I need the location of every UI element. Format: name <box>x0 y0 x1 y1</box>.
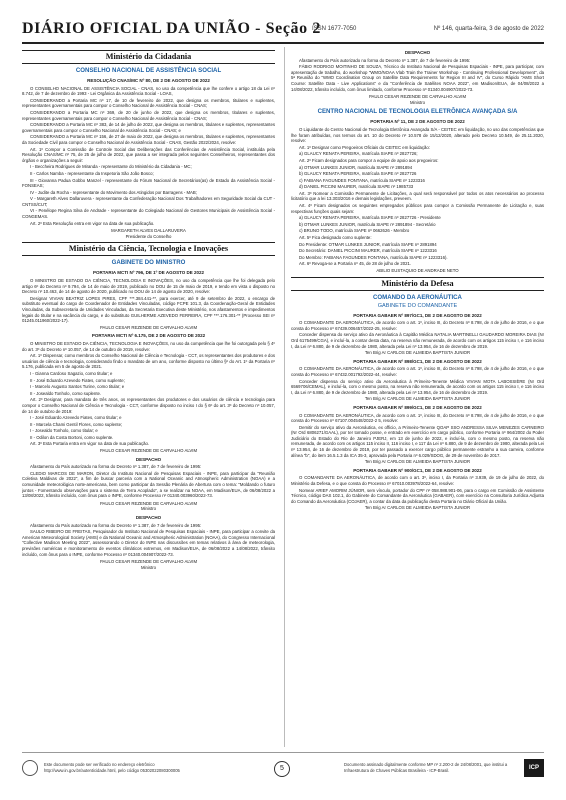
act-title: DESPACHO <box>135 515 162 520</box>
section-text: - Seção 2 <box>250 20 321 37</box>
signature-note: Documento assinado digitalmente conforme MP nº 2.200-2 de 24/08/2001, que institui a Infraestrutura de Chaves Públicas Brasileira - ICP-Brasil. <box>344 762 508 773</box>
paragraph: Art. 2º Ficam designados para compor a equipe de apoio aos pregoeiros: <box>299 157 439 163</box>
right-column <box>291 47 544 747</box>
paragraph: Afastamento do País autorizado na forma do Decreto nº 1.387, de 7 de fevereiro de 1995: <box>30 464 202 470</box>
signature-name: MARGARETH ALVES DALLARUVERA <box>111 228 186 234</box>
signature-name: Ten Brig Ar CARLOS DE ALMEIDA BAPTISTA JUNIOR <box>364 396 471 402</box>
paragraph: Conceder dispensa do serviço ativo da Aeronáutica à Capitão Médica NATALIA MARTINELLI GAUDARDO MOREIRA DIAS (Nr Ord 6175499/CGA), e incluí-la, a contar desta data, na reserva não remunerada, de acordo com os artigos 115 inciso I, e 116 inciso I, da Lei nº 6.880, de 9 de dezembro de 1980, alterada pela Lei nº 13.954, de 16 de dezembro de 2019. <box>291 332 544 349</box>
issn: ISSN 1677-7050 <box>312 26 357 32</box>
paragraph: a) GLAUCY RENATA PEREIRA, matrícula SIAPE nº 2827726 - Presidente <box>299 215 441 221</box>
ministry-heading: Ministério da Cidadania <box>22 50 275 64</box>
paragraph: Conceder dispensa do serviço ativo da Aeronáutica à Primeiro-Tenente Médica VIVIAN MOTA LABOSSIÈRE (Nr Ord 6569706/CEMAL), e incluí-la, com o mesmo posto, na reserva não remunerada, de acordo com os artigos 115 inciso I, e 116 inciso I, da Lei nº 6.880, de 9 de dezembro de 1980, alterada pela Lei nº 13.954, de 16 de dezembro de 2019. <box>291 378 544 395</box>
paragraph: Afastamento do País autorizado na forma do Decreto nº 1.387, de 7 de fevereiro de 1995: <box>299 57 471 63</box>
paragraph: Art. 3º Nomear a Comissão Permanente de Licitações, a qual será responsável por todos os atos necessários ao processo licitatório que a lei 13.303/2016 e demais legislações, preveem. <box>291 190 544 202</box>
paragraph: Afastamento do País autorizado na forma do Decreto nº 1.387, de 7 de fevereiro de 1995: <box>30 522 202 528</box>
column-divider <box>284 47 285 747</box>
organ-heading: CONSELHO NACIONAL DE ASSISTÊNCIA SOCIAL <box>75 67 222 74</box>
signature-name: Ten Brig Ar CARLOS DE ALMEIDA BAPTISTA JUNIOR <box>364 505 471 511</box>
paragraph: a) GLAUCY RENATA PEREIRA, matrícula SIAPE nº 2827726; <box>299 151 418 157</box>
paragraph: II - Odilon da Costa Bortoni, como suplente. <box>30 434 114 440</box>
paragraph: I - Marcelo Augusto Santos Turine, como titular; e <box>30 384 125 390</box>
icp-brasil-logo: ICP <box>524 759 544 777</box>
organ-heading: CENTRO NACIONAL DE TECNOLOGIA ELETRÔNICA AVANÇADA S/A <box>317 108 518 116</box>
paragraph: Art. 4º Ficam designados os seguintes empregados públicos para compor a Comissão Permanente de Licitação e, suas respectivas funções quais sejam: <box>291 203 544 214</box>
paragraph: CONSIDERANDO a Portaria MC nº 383, de 14 de julho de 2022, que designa os membros, titulares e suplentes, representantes governamentais para compor o Conselho Nacional de Assistência Social - CNAS; e <box>22 122 275 133</box>
signature-name: PAULO CESAR REZENDE DE CARVALHO ALVIM <box>99 500 198 506</box>
paragraph: Art. 3º Esta Portaria entra em vigor na data de sua publicação. <box>30 441 150 447</box>
paragraph: Demitir do serviço ativo da Aeronáutica, ex officio, a Primeiro-Tenente QOAP SSO ANDRESSA SILVA MENEZES CARNEIRO (Nr Ord 6806271/GAAL), por ter tomado posse, e entrado em exercício em cargo público, conforme Portaria nº 964/2002 do Poder Judiciário do Estado do Rio de Janeiro PJERJ, em 13 de junho de 2022, e incluí-la, com o mesmo posto, na reserva não remunerada, de acordo com os artigos 115 inciso II, 116 inciso I, e 117 da Lei nº 6.880, de 9 de dezembro de 1980, alterada pela Lei nº 13.954, de 16 de dezembro de 2019, por ter passado a exercer cargo público permanente estranho a sua carreira, conforme alínea "b", do item 16.5.1.3 da ICA 35-3, aprovada pela Portaria nº 6.029/SDOG, de 29 de novembro de 2017. <box>291 424 544 458</box>
footer-rule <box>22 752 544 753</box>
paragraph: III - Giovanna Padua Gobbo Manzel - representante do Fórum Nacional de Secretários(as) de Estado da Assistência Social - FONSEAS; <box>22 177 275 189</box>
paragraph: c) FABIANA FAGUNDES FONTANA, matrícula SIAPE nº 1223316 <box>299 177 425 183</box>
paragraph: V - Margareth Alves Dallaruvera - representante da Confederação Nacional Dos Trabalhadores em Seguridade Social da CUT - CNTSS/CUT; <box>22 196 275 207</box>
paragraph: II - Marcela Chami Gentil Flores, como suplente; <box>30 421 123 427</box>
ministry-heading: Ministério da Defesa <box>291 277 544 291</box>
signature-name: PAULO CESAR REZENDE DE CARVALHO ALVIM <box>99 448 198 454</box>
paragraph: Art. 6º Revoga-se a Portaria nº 45, de 28 de julho de 2021. <box>299 261 412 267</box>
paragraph: II - José Eduardo Azevedo Fiates, como suplente; <box>30 377 125 383</box>
paragraph: O MINISTRO DE ESTADO DA CIÊNCIA, TECNOLOGIA E INOVAÇÕES, no uso da competência que lhe foi outorgada pelo § 4º do art. 3º do Decreto nº 10.057, de 14 de outubro de 2019, resolve: <box>22 340 275 352</box>
organ-heading: GABINETE DO MINISTRO <box>111 259 186 267</box>
paragraph: SAULO RIBEIRO DE FREITAS, Pesquisador do Instituto Nacional de Pesquisas Espaciais - INPE, para participar a convite da American Meteorological Society (AMS) e da National Oceanic and Atmospheric Administration (NOAA), do Congresso Internacional "Collective Madison Meeting 2022", assessorando o Diretor do INPE nas discussões em temas relativos à área de meteorologia, previsões numéricas e monitoramento de eventos climáticos extremos, em Madison/EUA, de 06/08/2022 a 14/08/2022, trânsito incluído, com ônus para o INPE, conforme Processo nº 01340.004907/2022-73. <box>22 529 275 557</box>
ministry-heading: Ministério da Ciência, Tecnologia e Inovações <box>22 242 275 256</box>
signature-role: Ministro <box>409 99 426 105</box>
paragraph: Art. 2º Designar, para mandato de três anos, os representantes dos produtores e dos usuários de ciência e tecnologia para compor o Conselho Nacional de Ciência e Tecnologia - CCT, conforme disposto no inciso I do § 6º do art. 3º do Decreto nº 10.057, de 14 de outubro de 2019: <box>22 397 275 414</box>
masthead-rule <box>22 42 544 44</box>
title-text: DIÁRIO OFICIAL DA UNIÃO <box>22 20 251 37</box>
paragraph: Art. 2º Esta Resolução entra em vigor na data de sua publicação. <box>30 220 155 226</box>
paragraph: Art. 1º Compor a Comissão de Controle Social das Deliberações das Conferências de Assistência Social, instituída pela Resolução CNAS/MC nº 75, de 25 de julho de 2022, que passa a ser integrada pelos seguintes Conselheiros, representantes dos órgãos e organizações a seguir: <box>22 146 275 163</box>
paragraph: II - Carlos Namba - representante da Inspetoria São João Bosco; <box>30 170 154 176</box>
signature-role: Ministro <box>140 564 157 570</box>
paragraph: I - Josealdo Tonholo, como titular; e <box>30 428 98 434</box>
page-footer <box>22 752 544 788</box>
act-title: RESOLUÇÃO CNAS/MC Nº 80, DE 2 DE AGOSTO DE 2022 <box>87 78 210 83</box>
act-title: PORTARIA MCTI Nº 6.175, DE 2 DE AGOSTO DE 2022 <box>91 333 206 339</box>
organ-heading: COMANDO DA AERONÁUTICA <box>373 293 462 301</box>
paragraph: O MINISTRO DE ESTADO DA CIÊNCIA, TECNOLOGIA E INOVAÇÕES, no uso da competência que lhe foi delegada pelo artigo 6º do Decreto nº 9.794, de 14 de maio de 2019, publicado no DOU de 15 de maio de 2019, e tendo em vista o disposto no Decreto nº 10.463, de 14 de agosto de 2020, publicado no DOU de 14 de agosto de 2020, resolve: <box>22 278 275 295</box>
act-title: PORTARIA GABAER Nº 900/GC1, DE 2 DE AGOSTO DE 2022 <box>353 467 482 473</box>
paragraph: Art. 1º Designar como Pregoeiros Oficiais do CEITEC em liquidação: <box>299 144 431 150</box>
verification-note: Este documento pode ser verificado no endereço eletrônico http://www.in.gov.br/autenticidade.html, pelo código 05302022080300005 <box>44 762 180 773</box>
paragraph: a) OTMAR LUNKES JUNIOR, matrícula SIAPE nº 2891894 <box>299 164 413 170</box>
act-title: PORTARIA Nº 11, DE 2 DE AGOSTO DE 2022 <box>370 119 465 125</box>
signature-name: PAULO CESAR REZENDE DE CARVALHO ALVIM <box>99 559 198 565</box>
signature-name: PAULO CESAR REZENDE DE CARVALHO ALVIM <box>99 324 198 330</box>
paragraph: O COMANDANTE DA AERONÁUTICA, de acordo com o art. 1º, inciso III, do Decreto nº 8.798, de 4 de julho de 2016, e o que consta do Processo nº 67432.001792/2022-44, resolve: <box>291 366 544 377</box>
paragraph: Do Presidente: OTMAR LUNKES JUNIOR, matrícula SIAPE nº 2891894 <box>299 241 437 247</box>
paragraph: CONSIDERANDO a Portaria MC nº 17, de 10 de fevereiro de 2022, que designa os membros, titulares e suplentes, representantes governamentais para compor o Conselho Nacional de Assistência Social - CNAS; <box>22 97 275 109</box>
paragraph: Art. 1º Dispensar, como membros do Conselho Nacional de Ciência e Tecnologia - CCT, os representantes dos produtores e dos usuários de ciência e tecnologia, considerando findo o mandato de um ano, conforme disposto no último §º do Art. 1º da Portaria nº 5.176, publicada em 5 de agosto de 2021. <box>22 353 275 370</box>
signature-role: Ministro <box>140 506 157 512</box>
verification-seal-icon <box>22 760 38 776</box>
paragraph: CONSIDERANDO a Portaria MC nº 156, de 27 de maio de 2022, que designa os membros, titulares e suplentes, representantes da Sociedade Civil para compor o Conselho Nacional de Assistência Social - CNAS, Gestão 2022/2024, resolve: <box>22 134 275 145</box>
masthead <box>22 18 544 44</box>
act-title: DESPACHO <box>404 50 431 55</box>
paragraph: CLEDIO MARCOS DE MARON, Diretor do Instituto Nacional de Pesquisas Espaciais - INPE, para participar da "Reunião Coletiva Maldivas de 2022", a fim de buscar parceria com a National Oceanic and Atmospheric Administration (NOAA) e a comunidade meteorológica norte-americana, bem como participar da Sessão Plenária de Abertura com o tema: "Moldando o futuro juntos - Fomentando observações para o sistema de Terra Acoplado", a se realizar na NOAA, em Madison/EUA, de 06/08/2022 a 13/08/2022, trânsito incluído, com ônus para o INPE, conforme Processo nº 01340.003960/2022-73. <box>22 470 275 499</box>
paragraph: I - José Eduardo Azevedo Fiates, como titular; e <box>30 415 122 421</box>
paragraph: c) BRUNO TODO, matrícula SIAPE nº 0662626 - Membro <box>299 228 410 234</box>
paragraph: Designar VIVIAN BEATRIZ LOPES PIRES, CPF ***.384.441-**, para exercer, até 9 de setembro de 2022, o encargo de substituto eventual do cargo de Coordenador de Entidades Vinculadas, código FCPE 101.3, da Coordenação-Geral de Entidades Vinculadas, da Subsecretaria de Unidades Vinculadas, da Secretaria Executiva deste Ministério, nos afastamentos e impedimentos legais do titular e na vacância do cargo, e do substituto GUILHERME AZEVEDO FERREIRA, CPF ***.176.301-** (Processo SEI nº 01245.011960/2022-17). <box>22 295 275 324</box>
paragraph: I - Beccheira Rodrigues de Miranda - representante do Ministério da Cidadania - MC; <box>30 164 192 170</box>
signature-name: Ten Brig Ar CARLOS DE ALMEIDA BAPTISTA JUNIOR <box>364 459 471 465</box>
paragraph: O Liquidante do Centro Nacional de Tecnologia Eletrônica Avançada S/A - CEITEC em liquidação, no uso das competências que lhe foram atribuídas, nos termos do art. 10 do Decreto nº 10.578 de 15/12/2020, alterado pelo Decreto 10.549, de 25.11.2020, resolve: <box>291 126 544 144</box>
page-number: 5 <box>274 761 290 777</box>
paragraph: CONSIDERANDO a Portaria MC nº 369, de 20 de junho de 2022, que designa os membros, titulares e suplentes, representantes governamentais para compor o Conselho Nacional de Assistência Social - CNAS; <box>22 109 275 121</box>
act-title: DESPACHO <box>135 456 162 462</box>
paragraph: O COMANDANTE DA AERONÁUTICA, de acordo com o art. 1º, inciso III, do Decreto nº 8.798, de 4 de julho de 2016, e o que consta do Processo nº 67107.004548/2022-2 5, resolve: <box>291 412 544 424</box>
sub-organ-heading: GABINETE DO COMANDANTE <box>377 302 458 309</box>
signature-name: PAULO CESAR REZENDE DE CARVALHO ALVIM <box>368 94 467 100</box>
paragraph: IV - Judite da Rocha - representante do Movimento dos Atingidos por Barragens - MAB; <box>30 189 197 195</box>
paragraph: Nomear ARIEF AMORIM JÚNIOR, sem vínculo, portador do CPF nº 058.988.901-06, para o cargo em Comissão de Assistente Técnico, código DAS 102.1, do Gabinete do Comandante da Aeronáutica (GABAER), com exercício na Consultoria Jurídica Adjunta do Comando da Aeronáutica (COJAER), a contar da data da publicação desta Portaria no Diário Oficial da União. <box>291 487 544 504</box>
act-title: PORTARIA MCTI Nº 796, DE 1º DE AGOSTO DE 2022 <box>92 270 205 276</box>
paragraph: b) GLAUCY RENATA PEREIRA, matrícula SIAPE nº 2827726 <box>299 171 417 177</box>
newspaper-title <box>22 20 321 38</box>
act-title: PORTARIA GABAER Nº 899/GC1, DE 2 DE AGOSTO DE 2022 <box>353 404 482 410</box>
edition-date: Nº 146, quarta-feira, 3 de agosto de 2022 <box>433 26 544 32</box>
paragraph: O CONSELHO NACIONAL DE ASSISTÊNCIA SOCIAL - CNAS, no uso da competência que lhe confere o artigo 18 da Lei nº 8.742, de 7 de dezembro de 1993 - Lei Orgânica da Assistência Social - LOAS, <box>22 85 275 97</box>
left-column <box>22 47 275 747</box>
paragraph: O COMANDANTE DA AERONÁUTICA, de acordo com o art. 3º, inciso I, da Portaria nº 3.939, de 19 de julho de 2022, do Ministério da Defesa, e o que consta do Processo nº 67010.003978/2022-64, resolve: <box>291 475 544 487</box>
paragraph: b) OTMAR LUNKES JUNIOR, matrícula SIAPE nº 2891894 - Secretário <box>299 221 436 227</box>
act-title: PORTARIA GABAER Nº 897/GC1, DE 2 DE AGOSTO DE 2022 <box>353 312 482 318</box>
act-title: PORTARIA GABAER Nº 898/GC1, DE 2 DE AGOSTO DE 2022 <box>353 358 482 364</box>
paragraph: II - Josealdo Tonholo, como suplente. <box>30 390 102 396</box>
paragraph: Art. 5º Fica designado como suplente: <box>299 235 372 241</box>
paragraph: O COMANDANTE DA AERONÁUTICA, de acordo com o art. 1º, inciso III, do Decreto nº 8.798, de 4 de julho de 2016, e o que consta do Processo nº 67439.006457/2022-25, resolve: <box>291 320 544 331</box>
paragraph: I - Gianna Cardoso Sagazio, como titular; e <box>30 370 113 376</box>
signature-name: ABILIO EUSTAQUIO DE ANDRADE NETO <box>376 268 459 273</box>
paragraph: d) DANIEL PICCINI MAURER, matrícula SIAPE nº 1985733 <box>299 184 414 190</box>
paragraph: Do Membro: FABIANA FAGUNDES FONTANA, matrícula SIAPE nº 1223316). <box>299 254 448 260</box>
paragraph: FÁBIO RODRIGO MOITINHO DE SOUZA, Técnico do Instituto Nacional de Pesquisas Espaciais - INPE, para participar, com apresentação de trabalho, do workshop "WMO/NOAA Vlab Train the Trainer Workshop - Continuing Professional Development", da 5ª Reunião do "WMO Coordination Group on Satellite Data Requirements for Region III and IV", do Curso Rápido "AMS Short Course: Satellite Data - Live Applications" e da "Conferência de Satélites NOAA 2022", em Madison/EUA, de 04/08/2022 a 14/08/2022, trânsito incluído, com ônus limitado, conforme Processo nº 01340.004907/2022-73. <box>291 64 544 92</box>
signature-name: Ten Brig Ar CARLOS DE ALMEIDA BAPTISTA JUNIOR <box>364 350 471 356</box>
paragraph: Do Secretário: DANIEL PICCINI MAURER, matrícula SIAPE nº 1223316 <box>299 248 437 254</box>
paragraph: VI - Penélope Regina Silva de Andrade - representante do Colegiado Nacional de Gestores Municipais de Assistência Social - CONGEMAS. <box>22 208 275 220</box>
signature-role: Presidente do Conselho <box>125 233 172 239</box>
